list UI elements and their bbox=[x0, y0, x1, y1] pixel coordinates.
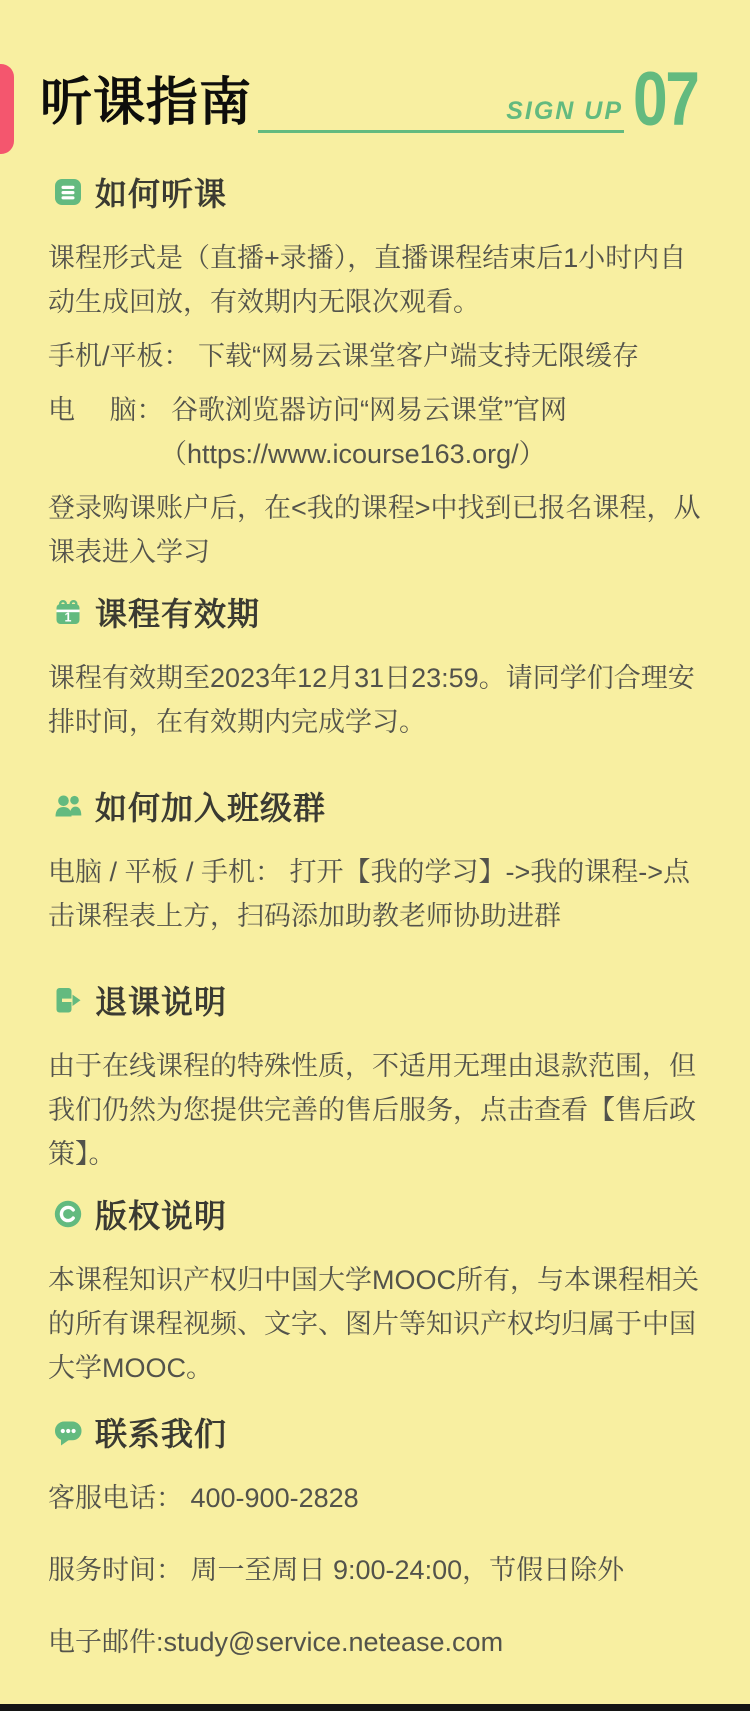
chat-bubble-icon bbox=[52, 1416, 84, 1448]
section-contact bbox=[48, 1414, 703, 1692]
service-phone: 客服电话： 400-900-2828 bbox=[48, 1483, 359, 1513]
section-join-group bbox=[48, 788, 703, 948]
section-copyright bbox=[48, 1196, 703, 1400]
calendar-icon bbox=[52, 596, 84, 628]
section-title: 退课说明 bbox=[95, 984, 228, 1020]
page-number: 07 bbox=[633, 57, 698, 142]
section-how-to-attend bbox=[48, 174, 703, 584]
page-title: 听课指南 bbox=[40, 74, 253, 132]
paragraph: 手机/平板： 下载“网易云课堂客户端支持无限缓存 bbox=[48, 341, 639, 371]
users-icon bbox=[52, 790, 84, 822]
paragraph: 由于在线课程的特殊性质，不适用无理由退款范围，但我们仍然为您提供完善的售后服务，点击查看【售后政策】。 bbox=[48, 1051, 696, 1169]
section-withdraw bbox=[48, 982, 703, 1186]
section-header bbox=[52, 1414, 703, 1450]
section-header bbox=[52, 594, 703, 630]
exit-door-icon bbox=[52, 984, 84, 1016]
list-icon bbox=[52, 176, 84, 208]
paragraph: 课程形式是（直播+录播），直播课程结束后1小时内自动生成回放，有效期内无限次观看。 bbox=[48, 243, 687, 317]
signup-label: SIGN UP bbox=[506, 97, 623, 125]
section-header bbox=[52, 1196, 703, 1232]
section-header bbox=[52, 788, 703, 824]
bottom-bar-decoration bbox=[0, 1704, 750, 1711]
section-header bbox=[52, 982, 703, 1018]
service-hours: 服务时间： 周一至周日 9:00-24:00，节假日除外 bbox=[48, 1555, 625, 1585]
pink-tab-decoration bbox=[0, 64, 14, 154]
section-title: 课程有效期 bbox=[95, 596, 261, 632]
section-title: 如何听课 bbox=[95, 176, 228, 212]
section-title: 联系我们 bbox=[95, 1416, 228, 1452]
svg-text:1: 1 bbox=[64, 610, 72, 625]
paragraph: 电脑 / 平板 / 手机： 打开【我的学习】->我的课程->点击课程表上方，扫码添加助教老师协助进群 bbox=[48, 857, 691, 931]
paragraph: 本课程知识产权归中国大学MOOC所有，与本课程相关的所有课程视频、文字、图片等知识产权均归属于中国大学MOOC。 bbox=[48, 1265, 699, 1383]
section-validity bbox=[48, 594, 703, 754]
course-site-url: （https://www.icourse163.org/） bbox=[160, 439, 546, 469]
paragraph: 电 脑： 谷歌浏览器访问“网易云课堂”官网 bbox=[48, 395, 567, 425]
title-underline bbox=[258, 130, 624, 133]
service-email: 电子邮件:study@service.netease.com bbox=[48, 1627, 504, 1657]
paragraph: 课程有效期至2023年12月31日23:59。请同学们合理安排时间，在有效期内完成学习。 bbox=[48, 663, 695, 737]
section-title: 如何加入班级群 bbox=[95, 790, 327, 826]
copyright-icon bbox=[52, 1198, 84, 1230]
section-title: 版权说明 bbox=[95, 1198, 228, 1234]
section-header bbox=[52, 174, 703, 210]
paragraph: 登录购课账户后，在<我的课程>中找到已报名课程，从课表进入学习 bbox=[48, 493, 701, 567]
